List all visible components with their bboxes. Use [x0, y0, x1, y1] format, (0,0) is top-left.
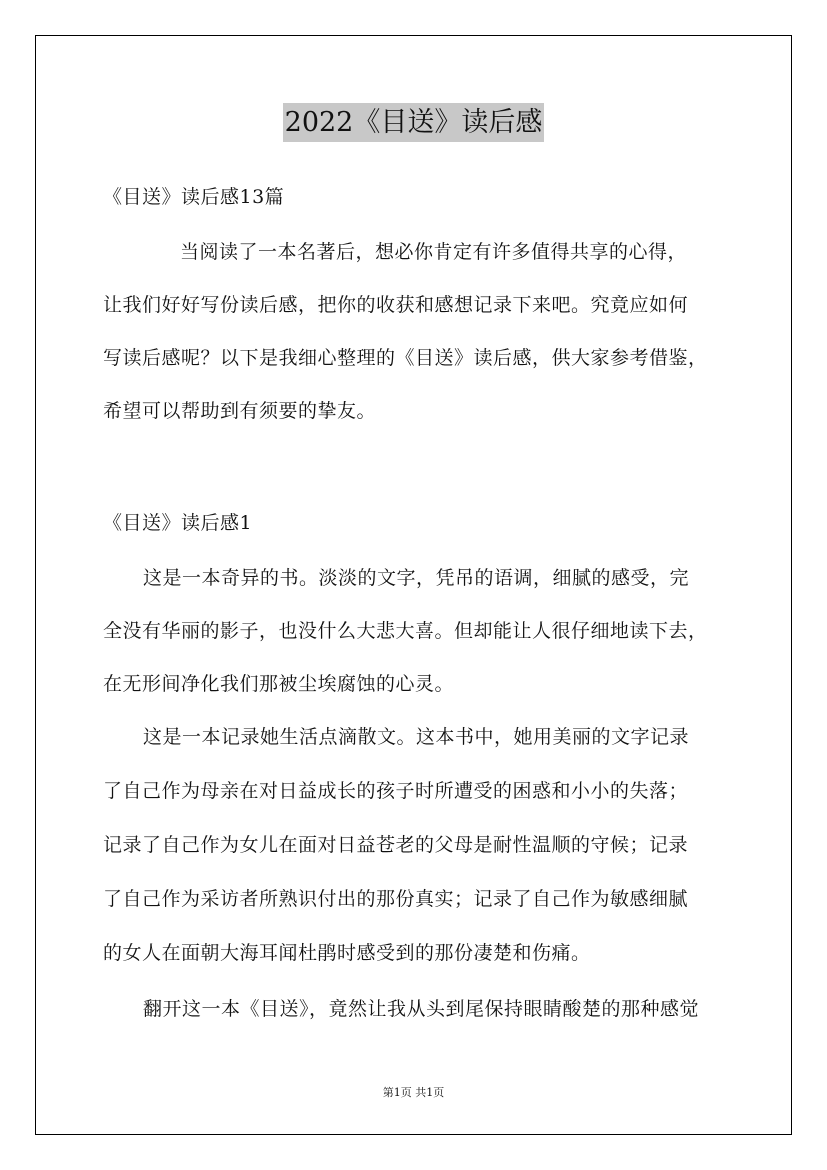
subtitle: 《目送》读后感13篇: [103, 186, 285, 208]
paragraph-line: 的女人在面朝大海耳闻杜鹃时感受到的那份凄楚和伤痛。: [103, 942, 591, 964]
paragraph-line: 记录了自己作为女儿在面对日益苍老的父母是耐性温顺的守候；记录: [103, 834, 689, 856]
document-title-container: [0, 100, 827, 139]
intro-line: 当阅读了一本名著后，想必你肯定有许多值得共享的心得，: [180, 241, 688, 263]
paragraph-line: 全没有华丽的影子，也没什么大悲大喜。但却能让人很仔细地读下去，: [103, 620, 708, 642]
paragraph-line: 这是一本记录她生活点滴散文。这本书中，她用美丽的文字记录: [143, 726, 690, 748]
page-footer: 第1页 共1页: [382, 1086, 445, 1099]
intro-line: 让我们好好写份读后感，把你的收获和感想记录下来吧。究竟应如何: [103, 294, 689, 316]
paragraph-line: 了自己作为采访者所熟识付出的那份真实；记录了自己作为敏感细腻: [103, 888, 689, 910]
paragraph-line: 在无形间净化我们那被尘埃腐蚀的心灵。: [103, 673, 455, 695]
section-heading: 《目送》读后感1: [103, 512, 253, 534]
intro-line: 写读后感呢？以下是我细心整理的《目送》读后感，供大家参考借鉴，: [103, 347, 708, 369]
document-title: 2022《目送》读后感: [283, 103, 545, 142]
paragraph-line: 了自己作为母亲在对日益成长的孩子时所遭受的困惑和小小的失落；: [103, 780, 689, 802]
paragraph-line: 这是一本奇异的书。淡淡的文字，凭吊的语调，细腻的感受，完: [143, 567, 690, 589]
paragraph-line: 翻开这一本《目送》，竟然让我从头到尾保持眼睛酸楚的那种感觉: [143, 998, 700, 1020]
intro-line: 希望可以帮助到有须要的挚友。: [103, 400, 377, 422]
